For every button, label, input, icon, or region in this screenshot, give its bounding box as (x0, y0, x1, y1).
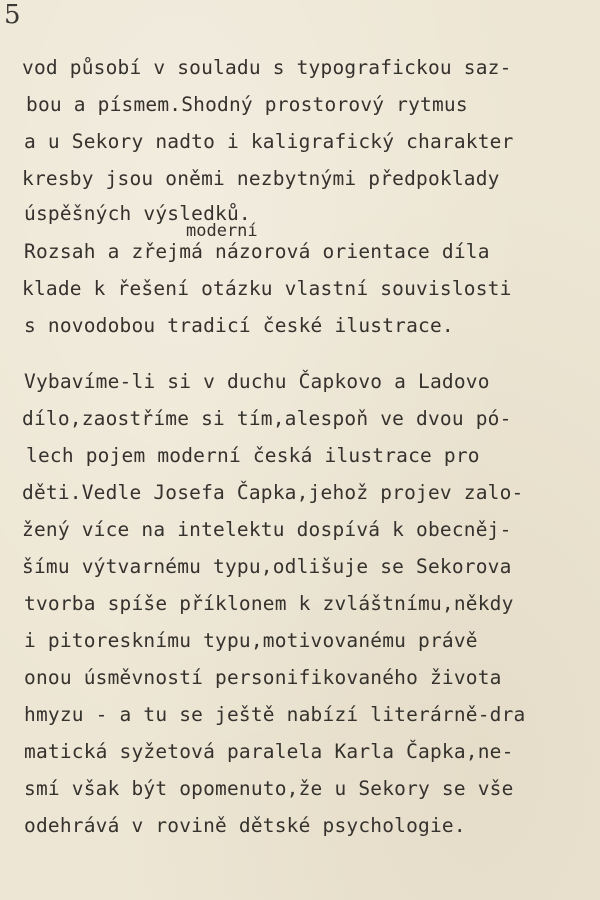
text-line: onou úsměvností personifikovaného života (24, 666, 502, 689)
text-line: kresby jsou oněmi nezbytnými předpoklady (22, 167, 500, 190)
text-line: lech pojem moderní česká ilustrace pro (26, 444, 480, 467)
text-line: šímu výtvarnému typu,odlišuje se Sekorova (22, 555, 512, 578)
text-line: žený více na intelektu dospívá k obecněj- (22, 518, 512, 541)
text-line: tvorba spíše příklonem k zvláštnímu,někdy (24, 592, 514, 615)
text-line: úspěšných výsledků. (24, 202, 251, 225)
handwritten-insertion: moderní (186, 221, 258, 241)
text-line: matická syžetová paralela Karla Čapka,ne- (24, 740, 514, 763)
text-line: odehrává v rovině dětské psychologie. (24, 814, 466, 837)
text-line: s novodobou tradicí české ilustrace. (24, 314, 454, 337)
text-line: děti.Vedle Josefa Čapka,jehož projev zalo- (22, 481, 524, 504)
page-number: 5 (4, 0, 21, 30)
text-line: i pitoresknímu typu,motivovanému právě (24, 629, 478, 652)
text-line: bou a písmem.Shodný prostorový rytmus (26, 93, 468, 116)
text-line: smí však být opomenuto,že u Sekory se vše (24, 777, 514, 800)
text-line: hmyzu - a tu se ještě nabízí literárně-dra (24, 703, 526, 726)
text-line: a u Sekory nadto i kaligrafický charakter (24, 130, 514, 153)
text-line: dílo,zaostříme si tím,alespoň ve dvou pó- (22, 407, 512, 430)
text-line: vod působí v souladu s typografickou saz- (22, 56, 512, 79)
text-line: klade k řešení otázku vlastní souvislosti (22, 277, 512, 300)
text-line: Rozsah a zřejmá názorová orientace díla (24, 240, 490, 263)
text-line: Vybavíme-li si v duchu Čapkovo a Ladovo (24, 370, 490, 393)
